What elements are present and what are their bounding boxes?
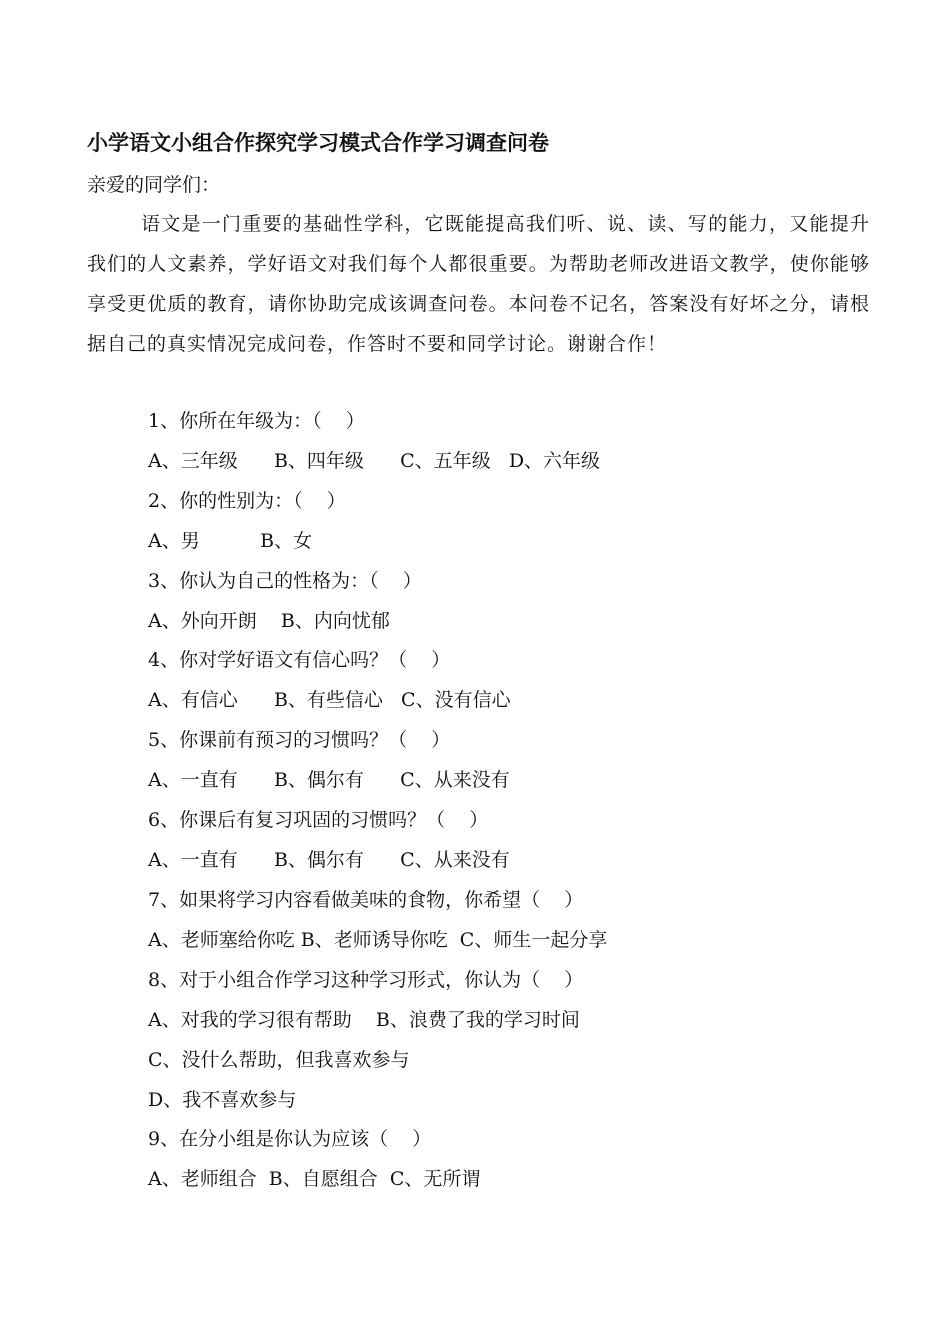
question-9: 9、在分小组是你认为应该（ ） bbox=[148, 1128, 432, 1150]
question-3: 3、你认为自己的性格为：（ ） bbox=[148, 570, 422, 592]
question-4: 4、你对学好语文有信心吗？（ ） bbox=[148, 649, 451, 671]
options-7: A、老师塞给你吃 B、老师诱导你吃 C、师生一起分享 bbox=[148, 929, 608, 951]
greeting: 亲爱的同学们： bbox=[87, 174, 221, 196]
options-1: A、三年级 B、四年级 C、五年级 D、六年级 bbox=[148, 450, 601, 472]
options-5: A、一直有 B、偶尔有 C、从来没有 bbox=[148, 769, 510, 791]
intro-paragraph: 语文是一门重要的基础性学科，它既能提高我们听、说、读、写的能力，又能提升我们的人文素养，学好语文对我们每个人都很重要。为帮助老师改进语文教学，使你能够享受更优质的教育，请你协助完成该调查问卷。本问卷不记名，答案没有好坏之分，请根据自己的真实情况完成问卷，作答时不要和同学讨论。谢谢合作！ bbox=[87, 213, 870, 355]
options-8-c: C、没什么帮助，但我喜欢参与 bbox=[148, 1049, 410, 1071]
options-8-ab: A、对我的学习很有帮助 B、浪费了我的学习时间 bbox=[148, 1009, 580, 1031]
document-title: 小学语文小组合作探究学习模式合作学习调查问卷 bbox=[87, 131, 549, 155]
question-6: 6、你课后有复习巩固的习惯吗？（ ） bbox=[148, 809, 489, 831]
options-4: A、有信心 B、有些信心 C、没有信心 bbox=[148, 689, 511, 711]
options-6: A、一直有 B、偶尔有 C、从来没有 bbox=[148, 849, 510, 871]
question-2: 2、你的性别为：（ ） bbox=[148, 490, 346, 512]
options-2: A、男 B、女 bbox=[148, 530, 313, 552]
options-9: A、老师组合 B、自愿组合 C、无所谓 bbox=[148, 1168, 481, 1190]
question-8: 8、对于小组合作学习这种学习形式，你认为（ ） bbox=[148, 969, 584, 991]
options-3: A、外向开朗 B、内向忧郁 bbox=[148, 610, 390, 632]
question-7: 7、如果将学习内容看做美味的食物，你希望（ ） bbox=[148, 889, 584, 911]
question-1: 1、你所在年级为：（ ） bbox=[148, 410, 365, 432]
options-8-d: D、我不喜欢参与 bbox=[148, 1089, 297, 1111]
question-5: 5、你课前有预习的习惯吗？（ ） bbox=[148, 729, 451, 751]
